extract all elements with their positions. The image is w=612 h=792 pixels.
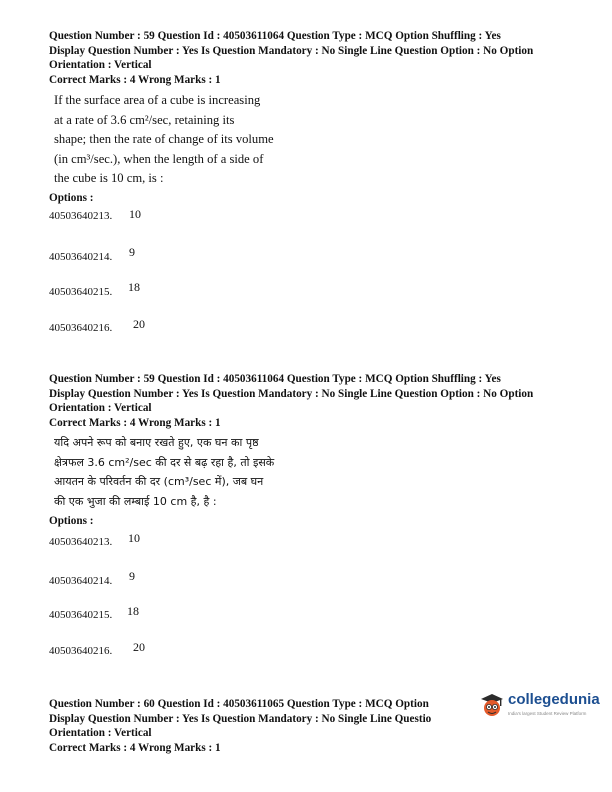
option-value: 18: [127, 604, 139, 618]
meta-line: Display Question Number : Yes Is Question Mandatory : No Single Line Questio: [49, 712, 432, 725]
question-meta: [49, 372, 533, 430]
option-id: 40503640214.: [49, 251, 113, 263]
meta-line: Correct Marks : 4 Wrong Marks : 1: [49, 73, 221, 86]
option-item[interactable]: [49, 317, 145, 334]
option-id: 40503640214.: [49, 575, 113, 587]
option-id: 40503640216.: [49, 645, 113, 657]
option-value: 9: [129, 245, 135, 259]
option-id: 40503640216.: [49, 322, 113, 334]
option-value: 9: [129, 569, 135, 583]
option-id: 40503640213.: [49, 210, 113, 222]
meta-line: Orientation : Vertical: [49, 727, 152, 740]
meta-line: Orientation : Vertical: [49, 59, 152, 72]
question-line: shape; then the rate of change of its volume: [54, 132, 274, 147]
option-id: 40503640213.: [49, 536, 113, 548]
collegedunia-watermark: [472, 691, 612, 727]
option-item[interactable]: [49, 569, 135, 587]
option-value: 10: [129, 207, 141, 221]
meta-line: Correct Marks : 4 Wrong Marks : 1: [49, 741, 221, 754]
meta-line: Orientation : Vertical: [49, 402, 152, 415]
option-item[interactable]: [49, 207, 141, 222]
meta-line: Display Question Number : Yes Is Question Mandatory : No Single Line Question Option : No Option: [49, 44, 534, 57]
question-line: क्षेत्रफल 3.6 cm²/sec की दर से बढ़ रहा है, तो इसके: [54, 455, 275, 469]
question-line: (in cm³/sec.), when the length of a side of: [54, 151, 264, 166]
question-meta: [49, 29, 533, 87]
option-id: 40503640215.: [49, 609, 113, 621]
watermark-tagline: India's largest Student Review Platform: [508, 711, 587, 716]
options-label: Options :: [49, 192, 94, 204]
option-value: 10: [128, 531, 140, 545]
option-item[interactable]: [49, 640, 145, 657]
question-line: की एक भुजा की लम्बाई 10 cm है, है :: [54, 494, 217, 508]
question-line: at a rate of 3.6 cm²/sec, retaining its: [54, 112, 235, 127]
question-line: आयतन के परिवर्तन की दर (cm³/sec में), जब घन: [54, 475, 264, 488]
question-line: If the surface area of a cube is increasing: [54, 93, 261, 107]
meta-line: Question Number : 60 Question Id : 40503611065 Question Type : MCQ Option: [49, 698, 429, 710]
options-label: Options :: [49, 515, 94, 527]
mascot-logo-icon: [480, 693, 504, 719]
question-line: यदि अपने रूप को बनाए रखते हुए, एक घन का पृष्ठ: [54, 436, 259, 449]
option-id: 40503640215.: [49, 286, 113, 298]
question-meta: [49, 697, 431, 755]
option-item[interactable]: [49, 245, 135, 263]
meta-line: Display Question Number : Yes Is Question Mandatory : No Single Line Question Option : No Option: [49, 387, 534, 400]
option-item[interactable]: [49, 604, 139, 621]
option-value: 18: [128, 280, 140, 294]
question-text: [54, 91, 274, 189]
option-item[interactable]: [49, 280, 140, 298]
meta-line: Question Number : 59 Question Id : 40503611064 Question Type : MCQ Option Shuffling : Yes: [49, 30, 501, 42]
meta-line: Correct Marks : 4 Wrong Marks : 1: [49, 416, 221, 429]
option-item[interactable]: [49, 531, 140, 548]
option-value: 20: [133, 317, 145, 331]
question-text: [54, 433, 274, 511]
meta-line: Question Number : 59 Question Id : 40503611064 Question Type : MCQ Option Shuffling : Yes: [49, 373, 501, 385]
option-value: 20: [133, 640, 145, 654]
question-line: the cube is 10 cm, is :: [54, 171, 164, 186]
watermark-name: collegedunia: [508, 691, 600, 708]
